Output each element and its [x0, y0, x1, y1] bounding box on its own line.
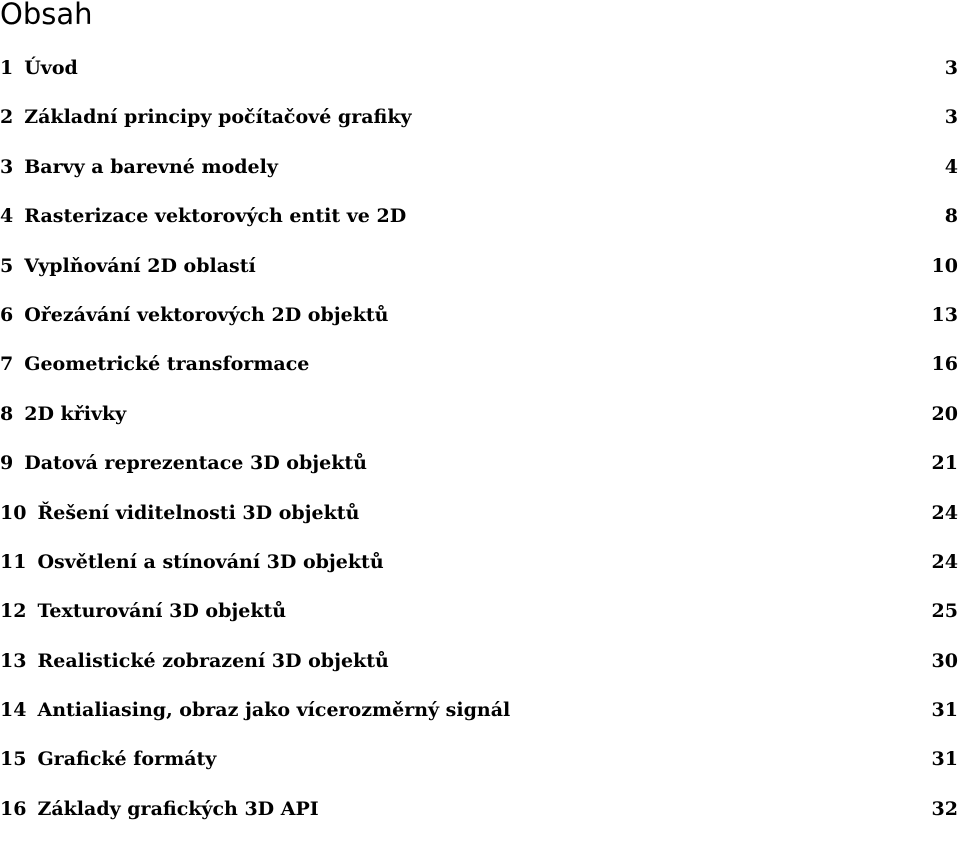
toc-entry-label: Grafické formáty: [37, 748, 217, 771]
toc-entry-number: 10: [0, 501, 27, 524]
toc-entry-number: 15: [0, 748, 27, 771]
toc-entry-number: 4: [0, 205, 14, 228]
toc-entry-number: 16: [0, 797, 27, 820]
toc-entry[interactable]: [0, 301, 958, 350]
toc-entry-number: 8: [0, 402, 14, 425]
toc-entry-label: 2D křivky: [24, 402, 127, 425]
toc-entry-label: Datová reprezentace 3D objektů: [24, 452, 367, 475]
toc-entry[interactable]: [0, 499, 958, 548]
toc-entry-number: 5: [0, 254, 14, 277]
toc-entry[interactable]: [0, 202, 958, 251]
toc-entry[interactable]: [0, 548, 958, 597]
toc-entry[interactable]: [0, 597, 958, 646]
toc-entry-page: 8: [944, 205, 958, 228]
toc-entry-page: 32: [931, 797, 958, 820]
toc-entry-page: 24: [931, 550, 958, 573]
toc-entry-label: Barvy a barevné modely: [24, 155, 278, 178]
toc-entry-number: 2: [0, 106, 14, 129]
toc-entry-label: Ořezávání vektorových 2D objektů: [24, 303, 389, 326]
toc-entry-label: Texturování 3D objektů: [37, 600, 287, 623]
toc-entry-label: Geometrické transformace: [24, 353, 310, 376]
toc-entry-page: 24: [931, 501, 958, 524]
toc-entry-page: 21: [931, 452, 958, 475]
toc-entry-label: Základní principy počítačové grafiky: [24, 106, 412, 129]
toc-entry-label: Základy grafických 3D API: [37, 797, 319, 820]
toc-entry-page: 10: [931, 254, 958, 277]
toc-entry-label: Osvětlení a stínování 3D objektů: [37, 550, 384, 573]
toc-entry[interactable]: [0, 400, 958, 449]
toc-entry[interactable]: [0, 449, 958, 498]
toc-entry-label: Řešení viditelnosti 3D objektů: [37, 501, 360, 524]
toc-entry-label: Úvod: [24, 57, 78, 79]
toc-entry[interactable]: [0, 795, 958, 844]
toc-entry[interactable]: [0, 745, 958, 794]
toc-entry[interactable]: [0, 350, 958, 399]
toc-entry-page: 16: [931, 353, 958, 376]
table-of-contents: [0, 54, 958, 844]
toc-entry[interactable]: [0, 103, 958, 152]
page-title: Obsah: [0, 0, 93, 31]
toc-entry-number: 6: [0, 303, 14, 326]
toc-entry[interactable]: [0, 696, 958, 745]
toc-entry-page: 30: [931, 649, 958, 672]
toc-entry[interactable]: [0, 252, 958, 301]
toc-entry-number: 7: [0, 353, 14, 376]
toc-entry-number: 11: [0, 550, 27, 573]
toc-entry[interactable]: [0, 153, 958, 202]
toc-entry[interactable]: [0, 54, 958, 103]
toc-entry-number: 3: [0, 155, 14, 178]
toc-entry-number: 14: [0, 699, 27, 722]
toc-entry-number: 1: [0, 57, 14, 79]
toc-entry[interactable]: [0, 647, 958, 696]
toc-entry-label: Antialiasing, obraz jako vícerozměrný signál: [37, 699, 511, 722]
toc-entry-page: 3: [944, 57, 958, 79]
toc-entry-number: 12: [0, 600, 27, 623]
toc-entry-label: Vyplňování 2D oblastí: [24, 254, 256, 277]
toc-entry-page: 13: [931, 303, 958, 326]
toc-entry-page: 20: [931, 402, 958, 425]
toc-entry-page: 3: [944, 106, 958, 129]
toc-entry-label: Rasterizace vektorových entit ve 2D: [24, 205, 407, 228]
toc-entry-number: 9: [0, 452, 14, 475]
toc-entry-page: 31: [931, 748, 958, 771]
toc-entry-label: Realistické zobrazení 3D objektů: [37, 649, 389, 672]
toc-entry-page: 25: [931, 600, 958, 623]
toc-entry-number: 13: [0, 649, 27, 672]
toc-entry-page: 4: [944, 155, 958, 178]
toc-entry-page: 31: [931, 699, 958, 722]
